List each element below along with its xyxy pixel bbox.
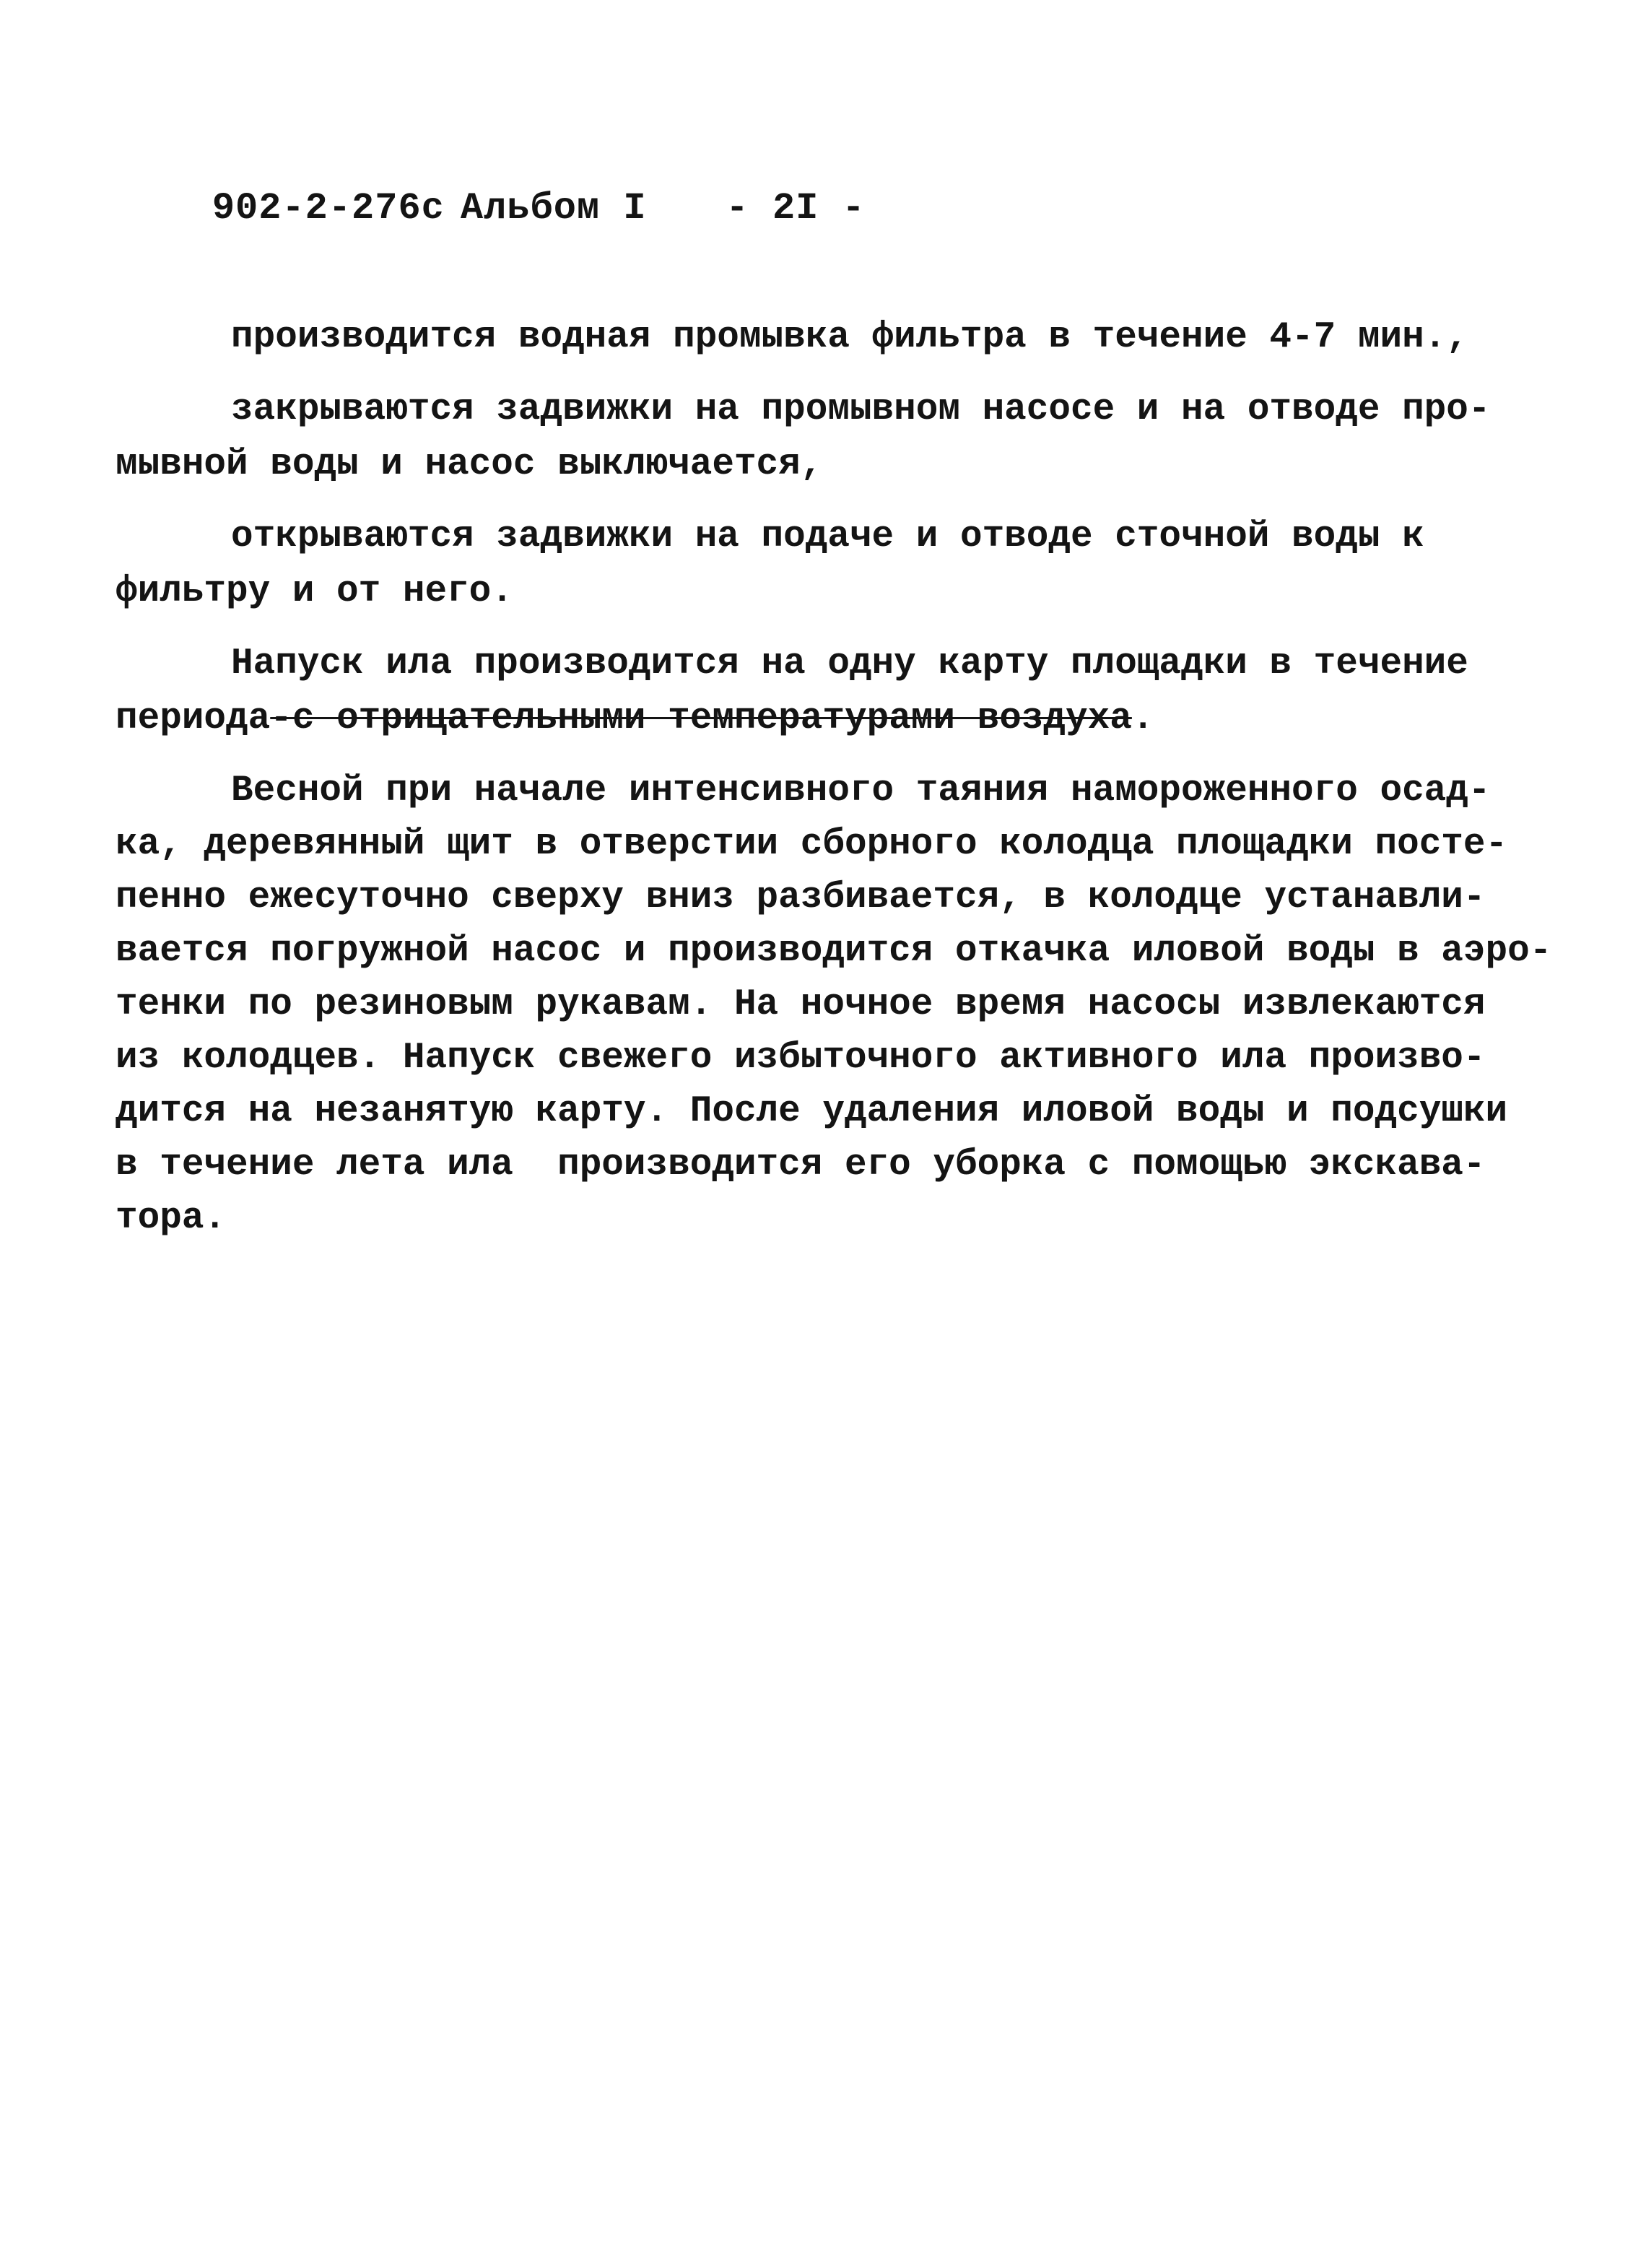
project-designation: 902-2-276с	[212, 187, 445, 230]
text-line: дится на незанятую карту. После удаления иловой воды и подсушки	[116, 1091, 1508, 1132]
text-fragment: периода	[116, 698, 271, 739]
text-line: Напуск ила производится на одну карту площадки в течение	[231, 643, 1468, 685]
text-line: закрываются задвижки на промывном насосе и на отводе про-	[231, 389, 1491, 430]
text-fragment: .	[1131, 698, 1154, 739]
text-line: ка, деревянный щит в отверстии сборного колодца площадки посте-	[116, 824, 1508, 865]
text-line: тора.	[116, 1198, 227, 1239]
text-line: Весной при начале интенсивного таяния намороженного осад-	[231, 770, 1491, 812]
page-number: - 2I -	[726, 187, 866, 230]
text-line: из колодцев. Напуск свежего избыточного активного ила произво-	[116, 1038, 1486, 1079]
text-line: пенно ежесуточно сверху вниз разбивается, в колодце устанавли-	[116, 877, 1486, 918]
text-line: вается погружной насос и производится откачка иловой воды в аэро-	[116, 931, 1552, 972]
album-label: Альбом I	[460, 187, 647, 230]
struck-text-line	[116, 692, 1154, 747]
text-line: фильтру и от него.	[116, 571, 513, 612]
text-line: производится водная промывка фильтра в течение 4-7 мин.,	[231, 317, 1468, 358]
struck-through-text: -с отрицательными температурами воздуха	[270, 698, 1132, 739]
page-header	[119, 144, 866, 272]
text-line: мывной воды и насос выключается,	[116, 444, 823, 485]
text-line: открываются задвижки на подаче и отводе сточной воды к	[231, 516, 1424, 557]
text-line: в течение лета ила производится его уборка с помощью экскава-	[116, 1144, 1486, 1186]
text-line: тенки по резиновым рукавам. На ночное время насосы извлекаются	[116, 984, 1486, 1025]
